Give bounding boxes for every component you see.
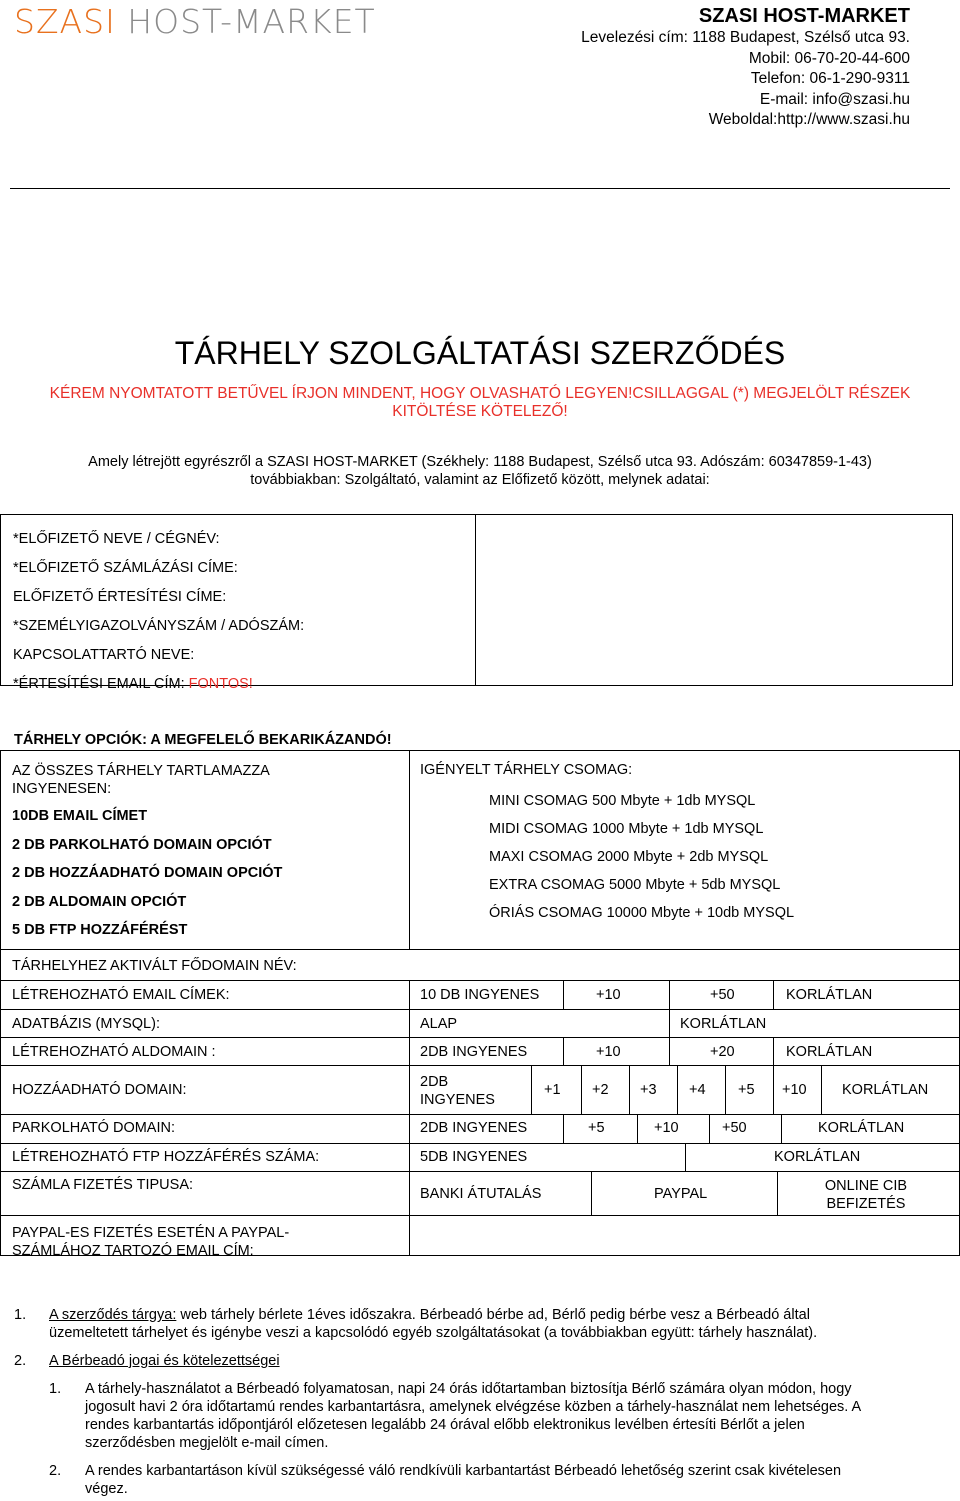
addon-option[interactable]: +5 [738,1082,755,1098]
fill-warning [20,385,940,421]
col-line [773,1065,774,1114]
row-line [1,1215,959,1216]
col-line [669,1037,670,1065]
ftp-option[interactable]: KORLÁTLAN [774,1149,861,1165]
col-line [669,980,670,1009]
included-heading [12,762,270,798]
addon-free-line1: 2DB [420,1074,449,1090]
fill-warning-line1: KÉREM NYOMTATOTT BETŰVEL ÍRJON MINDENT, HOGY OLVASHATÓ LEGYEN!CSILLAGGAL (*) MEGJELÖLT RÉSZEK [49,385,911,402]
package-option-maxi[interactable]: MAXI CSOMAG 2000 Mbyte + 2db MYSQL [489,849,769,865]
col-line [725,1065,726,1114]
col-line [821,1065,822,1114]
included-item: 10DB EMAIL CÍMET [12,808,148,824]
ftp-label: LÉTREHOZHATÓ FTP HOZZÁFÉRÉS SZÁMA: [12,1149,320,1165]
package-option-midi[interactable]: MIDI CSOMAG 1000 Mbyte + 1db MYSQL [489,821,764,837]
addon-option[interactable]: +2 [592,1082,609,1098]
package-list [489,787,794,927]
term-2-2-line: végez. [85,1481,128,1497]
contract-terms [14,1306,944,1498]
parked-option[interactable]: +5 [588,1120,605,1136]
email-option[interactable]: KORLÁTLAN [786,987,873,1003]
fill-warning-line2: KITÖLTÉSE KÖTELEZŐ! [392,403,568,420]
term-2-number: 2. [14,1353,27,1369]
col-line [685,1143,686,1171]
term-2-1-line: A tárhely-használatot a Bérbeadó folyamatosan, napi 24 órás időtartamban biztosítja Bérlő számára olyan módon, hogy [85,1381,852,1397]
subdomain-option[interactable]: +20 [710,1044,735,1060]
field-subscriber-name: *ELŐFIZETŐ NEVE / CÉGNÉV: [13,531,220,547]
term-2-1-number: 1. [49,1381,62,1397]
db-option[interactable]: ALAP [420,1016,458,1032]
package-option-mini[interactable]: MINI CSOMAG 500 Mbyte + 1db MYSQL [489,793,756,809]
important-note: FONTOS! [188,676,253,692]
row-line [1,1114,959,1115]
parked-option[interactable]: +10 [654,1120,679,1136]
paypal-email-label [12,1224,289,1260]
col-line [531,1065,532,1114]
term-2-2-line: A rendes karbantartáson kívül szükségessé váló rendkívüli karbantartást Bérbeadó lehetőség szerint csak kivételesen [85,1463,842,1479]
term-2-1 [14,1380,944,1452]
payment-option-cib[interactable] [812,1177,920,1213]
included-item: 2 DB PARKOLHATÓ DOMAIN OPCIÓT [12,837,272,853]
company-email: E-mail: info@szasi.hu [759,90,910,108]
row-line [1,949,959,950]
included-heading-line1: AZ ÖSSZES TÁRHELY TARTLAMAZZA [12,763,270,779]
col-line [781,1114,782,1143]
document-title: TÁRHELY SZOLGÁLTATÁSI SZERZŐDÉS [174,335,786,371]
email-option[interactable]: +50 [710,987,735,1003]
included-item: 2 DB ALDOMAIN OPCIÓT [12,894,187,910]
package-heading: IGÉNYELT TÁRHELY CSOMAG: [420,762,633,778]
col-line [563,1114,564,1143]
col-line [777,1171,778,1215]
payment-label: SZÁMLA FIZETÉS TIPUSA: [12,1177,194,1193]
addon-option[interactable] [420,1073,495,1109]
term-2-2 [14,1462,944,1498]
col-line [637,1114,638,1143]
subdomain-option[interactable]: +10 [596,1044,621,1060]
term-1 [14,1306,944,1342]
row-line [1,1143,959,1144]
subscriber-table-divider [475,515,476,685]
paypal-label-line2: SZÁMLÁHOZ TARTOZÓ EMAIL CÍM: [12,1243,254,1259]
intro-line1: Amely létrejött egyrészről a SZASI HOST-MARKET (Székhely: 1188 Budapest, Szélső utca 93. Adószám: 60347859-1-43) [88,454,872,470]
db-label: ADATBÁZIS (MYSQL): [12,1016,160,1032]
cib-line1: ONLINE CIB [824,1178,908,1194]
col-line [629,1065,630,1114]
row-line [1,1037,959,1038]
col-line [409,980,410,1255]
addon-option[interactable]: KORLÁTLAN [842,1082,929,1098]
term-1-title: A szerződés tárgya: [49,1307,177,1323]
col-line [773,1037,774,1065]
subdomain-label: LÉTREHOZHATÓ ALDOMAIN : [12,1044,216,1060]
row-line [1,1009,959,1010]
main-domain-label: TÁRHELYHEZ AKTIVÁLT FŐDOMAIN NÉV: [12,958,297,974]
addon-option[interactable]: +10 [782,1082,807,1098]
row-line [1,980,959,981]
term-2-title: A Bérbeadó jogai és kötelezettségei [49,1353,280,1369]
col-line [669,1009,670,1037]
included-heading-line2: INGYENESEN: [12,781,112,797]
col-line [581,1065,582,1114]
parked-option[interactable]: 2DB INGYENES [420,1120,528,1136]
addon-label: HOZZÁADHATÓ DOMAIN: [12,1082,187,1098]
col-line [563,980,564,1009]
term-2-1-line: jogosult havi 2 óra időtartamú rendes karbantartásra, amelynek elvégzése közben a tárhely-használat nem lehetséges. A [85,1399,862,1415]
addon-option[interactable]: +1 [544,1082,561,1098]
term-2 [14,1352,944,1370]
term-1-text: web tárhely bérlete 1éves időszakra. Bérbeadó bérbe ad, Bérlő pedig bérbe vesz a Bérbeadó által [176,1307,810,1323]
subdomain-option[interactable]: 2DB INGYENES [420,1044,528,1060]
col-line [709,1114,710,1143]
company-info [581,4,910,131]
parked-option[interactable]: +50 [722,1120,747,1136]
header-divider [10,188,950,189]
term-2-2-number: 2. [49,1463,62,1479]
term-2-1-line: szerződésben megjelölt e-mail címen. [85,1435,329,1451]
col-line [409,751,410,949]
intro-line2: továbbiakban: Szolgáltató, valamint az Előfizető között, melynek adatai: [250,472,710,488]
options-title: TÁRHELY OPCIÓK: A MEGFELELŐ BEKARIKÁZANDÓ! [14,732,392,748]
col-line [773,980,774,1009]
subscriber-data-table [0,514,953,692]
company-address: Levelezési cím: 1188 Budapest, Szélső utca 93. [581,29,910,46]
row-line [1,1065,959,1066]
parked-option[interactable]: KORLÁTLAN [818,1120,905,1136]
company-logo [14,2,376,41]
field-notification-email: *ÉRTESÍTÉSI EMAIL CÍM: FONTOS! [13,676,253,692]
package-option-extra[interactable]: EXTRA CSOMAG 5000 Mbyte + 5db MYSQL [489,877,781,893]
row-line [1,1171,959,1172]
package-option-orias[interactable]: ÓRIÁS CSOMAG 10000 Mbyte + 10db MYSQL [489,905,795,921]
cib-line2: BEFIZETÉS [826,1196,906,1212]
company-website: Weboldal:http://www.szasi.hu [708,111,910,128]
payment-option-transfer[interactable]: BANKI ÁTUTALÁS [420,1186,542,1202]
included-item: 5 DB FTP HOZZÁFÉRÉST [12,922,188,938]
subdomain-option[interactable]: KORLÁTLAN [786,1044,873,1060]
ftp-option[interactable]: 5DB INGYENES [420,1149,528,1165]
contract-intro [20,453,940,489]
field-contact-name: KAPCSOLATTARTÓ NEVE: [13,647,195,663]
col-line [677,1065,678,1114]
logo-text-part1: SZASI [14,2,116,41]
paypal-label-line1: PAYPAL-ES FIZETÉS ESETÉN A PAYPAL- [12,1225,290,1241]
email-option[interactable]: 10 DB INGYENES [420,987,540,1003]
field-id-number: *SZEMÉLYIGAZOLVÁNYSZÁM / ADÓSZÁM: [13,618,305,634]
col-line [591,1171,592,1215]
email-option[interactable]: +10 [596,987,621,1003]
field-notification-address: ELŐFIZETŐ ÉRTESÍTÉSI CÍME: [13,589,227,605]
addon-free-line2: INGYENES [420,1092,495,1108]
field-billing-address: *ELŐFIZETŐ SZÁMLÁZÁSI CÍME: [13,560,238,576]
term-1-number: 1. [14,1307,27,1323]
included-item: 2 DB HOZZÁADHATÓ DOMAIN OPCIÓT [12,865,283,881]
logo-text-part2: HOST-MARKET [115,2,376,41]
db-option[interactable]: KORLÁTLAN [680,1016,767,1032]
parked-label: PARKOLHATÓ DOMAIN: [12,1120,176,1136]
term-2-1-line: rendes karbantartás időpontjáról előzetesen legalább 24 órával előbb elektronikus levélben értesíti Bérlőt a jelen [85,1417,805,1433]
term-1-text2: üzemeltetett tárhelyet és igénybe veszi a kapcsolódó egyéb szolgáltatásokat (a továbbiakban együtt: tárhely használat). [49,1325,818,1341]
addon-option[interactable]: +4 [689,1082,706,1098]
col-line [563,1037,564,1065]
company-phone: Telefon: 06-1-290-9311 [750,70,910,87]
payment-option-paypal[interactable]: PAYPAL [654,1186,708,1202]
email-label: LÉTREHOZHATÓ EMAIL CÍMEK: [12,987,230,1003]
company-name: SZASI HOST-MARKET [698,5,910,27]
company-mobile: Mobil: 06-70-20-44-600 [748,49,910,67]
addon-option[interactable]: +3 [640,1082,657,1098]
